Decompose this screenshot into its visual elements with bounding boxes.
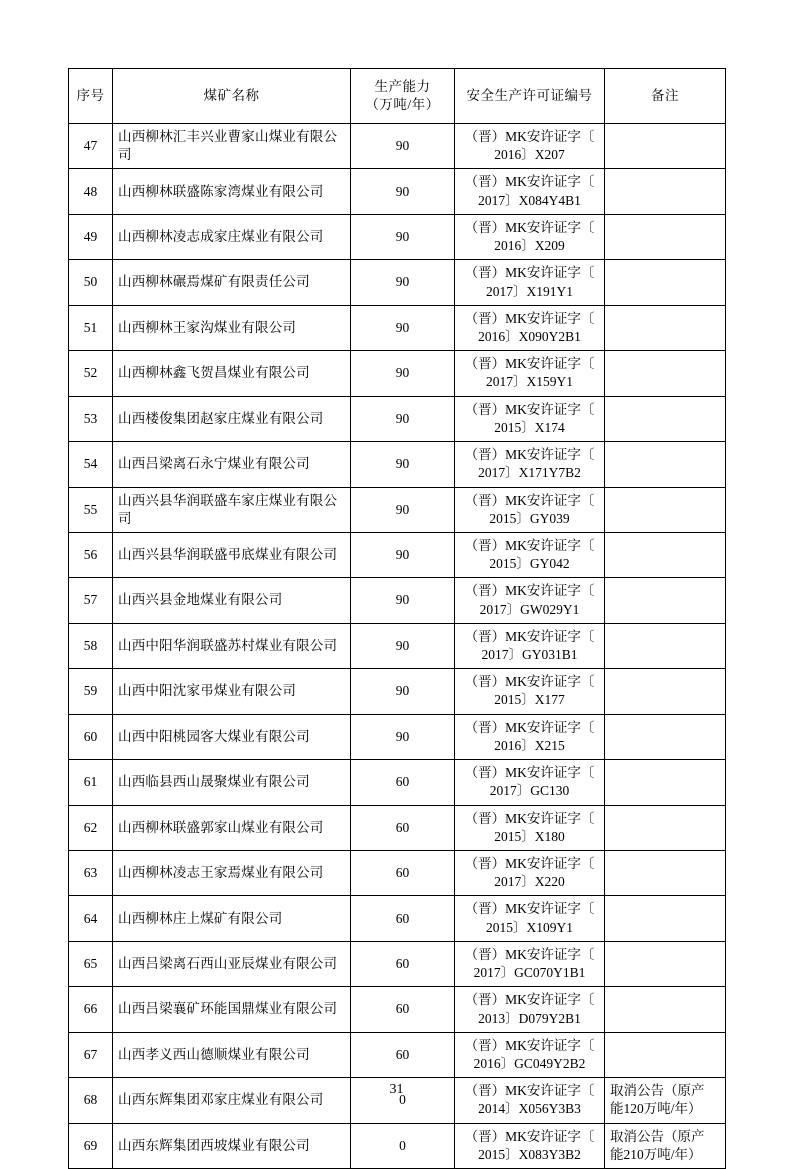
cell-note (605, 669, 726, 714)
header-capacity-line2: （万吨/年） (365, 97, 440, 112)
cell-note (605, 805, 726, 850)
cell-mine-name: 山西兴县华润联盛车家庄煤业有限公司 (113, 487, 351, 532)
cell-capacity: 90 (351, 487, 455, 532)
cell-license-number (455, 1032, 605, 1077)
cell-license-number (455, 1123, 605, 1168)
license-line2: 2017〕X191Y1 (486, 283, 573, 299)
cell-note (605, 124, 726, 169)
table-body (69, 124, 726, 1169)
cell-license-number (455, 396, 605, 441)
cell-note (605, 214, 726, 259)
cell-capacity: 90 (351, 214, 455, 259)
license-line2: 2017〕GC070Y1B1 (473, 965, 586, 981)
cell-capacity: 90 (351, 351, 455, 396)
cell-license-number (455, 305, 605, 350)
page-number: 31 (389, 1082, 404, 1097)
cell-license-number (455, 851, 605, 896)
cell-mine-name: 山西东辉集团西坡煤业有限公司 (113, 1123, 351, 1168)
license-line1: （晋）MK安许证字〔 (464, 219, 595, 235)
cell-capacity: 90 (351, 714, 455, 759)
license-line1: （晋）MK安许证字〔 (464, 265, 595, 281)
license-line1: （晋）MK安许证字〔 (464, 174, 595, 190)
cell-seq: 50 (69, 260, 113, 305)
cell-mine-name: 山西楼俊集团赵家庄煤业有限公司 (113, 396, 351, 441)
cell-capacity: 60 (351, 896, 455, 941)
header-seq: 序号 (69, 69, 113, 124)
cell-note (605, 396, 726, 441)
cell-capacity: 60 (351, 941, 455, 986)
cell-mine-name: 山西吕梁离石永宁煤业有限公司 (113, 442, 351, 487)
cell-capacity: 90 (351, 669, 455, 714)
cell-seq: 55 (69, 487, 113, 532)
cell-note (605, 351, 726, 396)
cell-mine-name: 山西临县西山晟聚煤业有限公司 (113, 760, 351, 805)
header-capacity (351, 69, 455, 124)
cell-capacity: 60 (351, 805, 455, 850)
cell-mine-name: 山西柳林凌志成家庄煤业有限公司 (113, 214, 351, 259)
cell-capacity: 90 (351, 578, 455, 623)
cell-note (605, 851, 726, 896)
license-line2: 2017〕GC130 (489, 783, 570, 799)
cell-note (605, 169, 726, 214)
table-row (69, 169, 726, 214)
cell-mine-name: 山西柳林王家沟煤业有限公司 (113, 305, 351, 350)
cell-seq: 49 (69, 214, 113, 259)
table-header-row (69, 69, 726, 124)
cell-seq: 66 (69, 987, 113, 1032)
license-line1: （晋）MK安许证字〔 (464, 765, 595, 781)
license-line2: 2014〕X056Y3B3 (478, 1101, 581, 1117)
table-row (69, 396, 726, 441)
cell-note (605, 532, 726, 577)
license-line2: 2016〕X215 (494, 737, 565, 753)
cell-note (605, 760, 726, 805)
table-row (69, 305, 726, 350)
license-line2: 2017〕X084Y4B1 (478, 192, 581, 208)
table-row (69, 1032, 726, 1077)
license-line1: （晋）MK安许证字〔 (464, 719, 595, 735)
header-license-number: 安全生产许可证编号 (455, 69, 605, 124)
note-line2: 能120万吨/年） (610, 1101, 702, 1117)
cell-capacity: 60 (351, 987, 455, 1032)
cell-seq: 47 (69, 124, 113, 169)
table-row (69, 260, 726, 305)
table-row (69, 578, 726, 623)
table-row (69, 1123, 726, 1168)
license-line1: （晋）MK安许证字〔 (464, 356, 595, 372)
cell-note (605, 714, 726, 759)
table-row (69, 623, 726, 668)
cell-license-number (455, 214, 605, 259)
cell-note (605, 578, 726, 623)
cell-note (605, 260, 726, 305)
cell-note (605, 987, 726, 1032)
cell-mine-name: 山西东辉集团邓家庄煤业有限公司 (113, 1078, 351, 1123)
cell-license-number (455, 351, 605, 396)
cell-capacity: 90 (351, 260, 455, 305)
cell-capacity: 60 (351, 851, 455, 896)
table-row (69, 714, 726, 759)
note-line1: 取消公告（原产 (610, 1128, 705, 1144)
cell-capacity: 90 (351, 124, 455, 169)
license-line2: 2015〕X177 (494, 692, 565, 708)
header-capacity-line1: 生产能力 (374, 78, 431, 94)
cell-mine-name: 山西吕梁离石西山亚辰煤业有限公司 (113, 941, 351, 986)
license-line2: 2015〕X174 (494, 419, 565, 435)
license-line1: （晋）MK安许证字〔 (464, 1083, 595, 1099)
table-row (69, 351, 726, 396)
cell-seq: 69 (69, 1123, 113, 1168)
license-line2: 2015〕X180 (494, 828, 565, 844)
license-line2: 2017〕X220 (494, 874, 565, 890)
license-line1: （晋）MK安许证字〔 (464, 810, 595, 826)
cell-note (605, 487, 726, 532)
table-row (69, 442, 726, 487)
license-line2: 2016〕X209 (494, 238, 565, 254)
table-row (69, 760, 726, 805)
license-line1: （晋）MK安许证字〔 (464, 583, 595, 599)
cell-mine-name: 山西柳林联盛陈家湾煤业有限公司 (113, 169, 351, 214)
cell-seq: 48 (69, 169, 113, 214)
cell-license-number (455, 532, 605, 577)
license-line1: （晋）MK安许证字〔 (464, 401, 595, 417)
cell-seq: 59 (69, 669, 113, 714)
table-row (69, 532, 726, 577)
license-line1: （晋）MK安许证字〔 (464, 310, 595, 326)
table-row (69, 851, 726, 896)
table-row (69, 805, 726, 850)
cell-seq: 67 (69, 1032, 113, 1077)
table-row (69, 941, 726, 986)
table-row (69, 124, 726, 169)
cell-mine-name: 山西柳林联盛郭家山煤业有限公司 (113, 805, 351, 850)
license-line2: 2016〕X090Y2B1 (478, 328, 581, 344)
cell-note (605, 442, 726, 487)
license-line1: （晋）MK安许证字〔 (464, 946, 595, 962)
license-line1: （晋）MK安许证字〔 (464, 129, 595, 144)
license-line2: 2016〕X207 (494, 147, 565, 163)
license-line2: 2017〕X171Y7B2 (478, 465, 581, 481)
header-mine-name: 煤矿名称 (113, 69, 351, 124)
cell-license-number (455, 714, 605, 759)
license-line1: （晋）MK安许证字〔 (464, 1037, 595, 1053)
cell-seq: 68 (69, 1078, 113, 1123)
cell-seq: 62 (69, 805, 113, 850)
license-line1: （晋）MK安许证字〔 (464, 628, 595, 644)
license-line2: 2015〕X109Y1 (486, 919, 573, 935)
note-line1: 取消公告（原产 (610, 1083, 705, 1099)
cell-capacity: 0 (351, 1078, 455, 1123)
table-row (69, 669, 726, 714)
cell-capacity: 90 (351, 305, 455, 350)
cell-license-number (455, 487, 605, 532)
cell-license-number (455, 260, 605, 305)
cell-license-number (455, 669, 605, 714)
table-row (69, 987, 726, 1032)
cell-mine-name: 山西孝义西山德顺煤业有限公司 (113, 1032, 351, 1077)
license-line2: 2017〕X159Y1 (486, 374, 573, 390)
cell-mine-name: 山西中阳沈家弔煤业有限公司 (113, 669, 351, 714)
cell-seq: 58 (69, 623, 113, 668)
cell-license-number (455, 169, 605, 214)
cell-capacity: 90 (351, 532, 455, 577)
license-line2: 2015〕X083Y3B2 (478, 1146, 581, 1162)
cell-capacity: 60 (351, 760, 455, 805)
license-line1: （晋）MK安许证字〔 (464, 992, 595, 1008)
license-line1: （晋）MK安许证字〔 (464, 674, 595, 690)
cell-capacity: 90 (351, 396, 455, 441)
cell-seq: 61 (69, 760, 113, 805)
cell-mine-name: 山西柳林庄上煤矿有限公司 (113, 896, 351, 941)
cell-note (605, 623, 726, 668)
table-row (69, 214, 726, 259)
cell-license-number (455, 896, 605, 941)
cell-note (605, 896, 726, 941)
table-row (69, 896, 726, 941)
cell-license-number (455, 442, 605, 487)
license-line2: 2015〕GY039 (489, 510, 570, 526)
cell-capacity: 90 (351, 442, 455, 487)
cell-license-number (455, 941, 605, 986)
license-line1: （晋）MK安许证字〔 (464, 1128, 595, 1144)
cell-capacity: 90 (351, 623, 455, 668)
cell-seq: 54 (69, 442, 113, 487)
cell-license-number (455, 987, 605, 1032)
cell-mine-name: 山西柳林碾焉煤矿有限责任公司 (113, 260, 351, 305)
cell-note (605, 941, 726, 986)
cell-seq: 57 (69, 578, 113, 623)
cell-license-number (455, 124, 605, 169)
table-header (69, 69, 726, 124)
cell-capacity: 60 (351, 1032, 455, 1077)
cell-license-number (455, 760, 605, 805)
license-line1: （晋）MK安许证字〔 (464, 492, 595, 508)
license-line1: （晋）MK安许证字〔 (464, 856, 595, 871)
cell-seq: 65 (69, 941, 113, 986)
license-line2: 2016〕GC049Y2B2 (473, 1055, 586, 1071)
cell-seq: 52 (69, 351, 113, 396)
cell-seq: 56 (69, 532, 113, 577)
license-line2: 2017〕GW029Y1 (479, 601, 580, 617)
cell-mine-name: 山西柳林凌志王家焉煤业有限公司 (113, 851, 351, 896)
note-line2: 能210万吨/年） (610, 1146, 702, 1162)
cell-capacity: 0 (351, 1123, 455, 1168)
cell-note (605, 305, 726, 350)
license-line2: 2013〕D079Y2B1 (478, 1010, 581, 1026)
cell-seq: 63 (69, 851, 113, 896)
cell-seq: 64 (69, 896, 113, 941)
cell-mine-name: 山西中阳华润联盛苏村煤业有限公司 (113, 623, 351, 668)
cell-mine-name: 山西兴县华润联盛弔底煤业有限公司 (113, 532, 351, 577)
cell-capacity: 90 (351, 169, 455, 214)
cell-mine-name: 山西吕梁襄矿环能国鼎煤业有限公司 (113, 987, 351, 1032)
cell-mine-name: 山西兴县金地煤业有限公司 (113, 578, 351, 623)
coal-mine-table (68, 68, 726, 1169)
cell-mine-name: 山西柳林汇丰兴业曹家山煤业有限公司 (113, 124, 351, 169)
header-note: 备注 (605, 69, 726, 124)
cell-seq: 60 (69, 714, 113, 759)
cell-license-number (455, 578, 605, 623)
cell-mine-name: 山西柳林鑫飞贺昌煤业有限公司 (113, 351, 351, 396)
cell-license-number (455, 623, 605, 668)
table-row (69, 487, 726, 532)
cell-seq: 51 (69, 305, 113, 350)
license-line1: （晋）MK安许证字〔 (464, 537, 595, 553)
cell-mine-name: 山西中阳桃园客大煤业有限公司 (113, 714, 351, 759)
license-line1: （晋）MK安许证字〔 (464, 447, 595, 463)
license-line2: 2017〕GY031B1 (481, 647, 578, 663)
cell-seq: 53 (69, 396, 113, 441)
cell-note (605, 1032, 726, 1077)
cell-note (605, 1123, 726, 1168)
license-line1: （晋）MK安许证字〔 (464, 901, 595, 917)
cell-license-number (455, 805, 605, 850)
license-line2: 2015〕GY042 (489, 556, 570, 572)
